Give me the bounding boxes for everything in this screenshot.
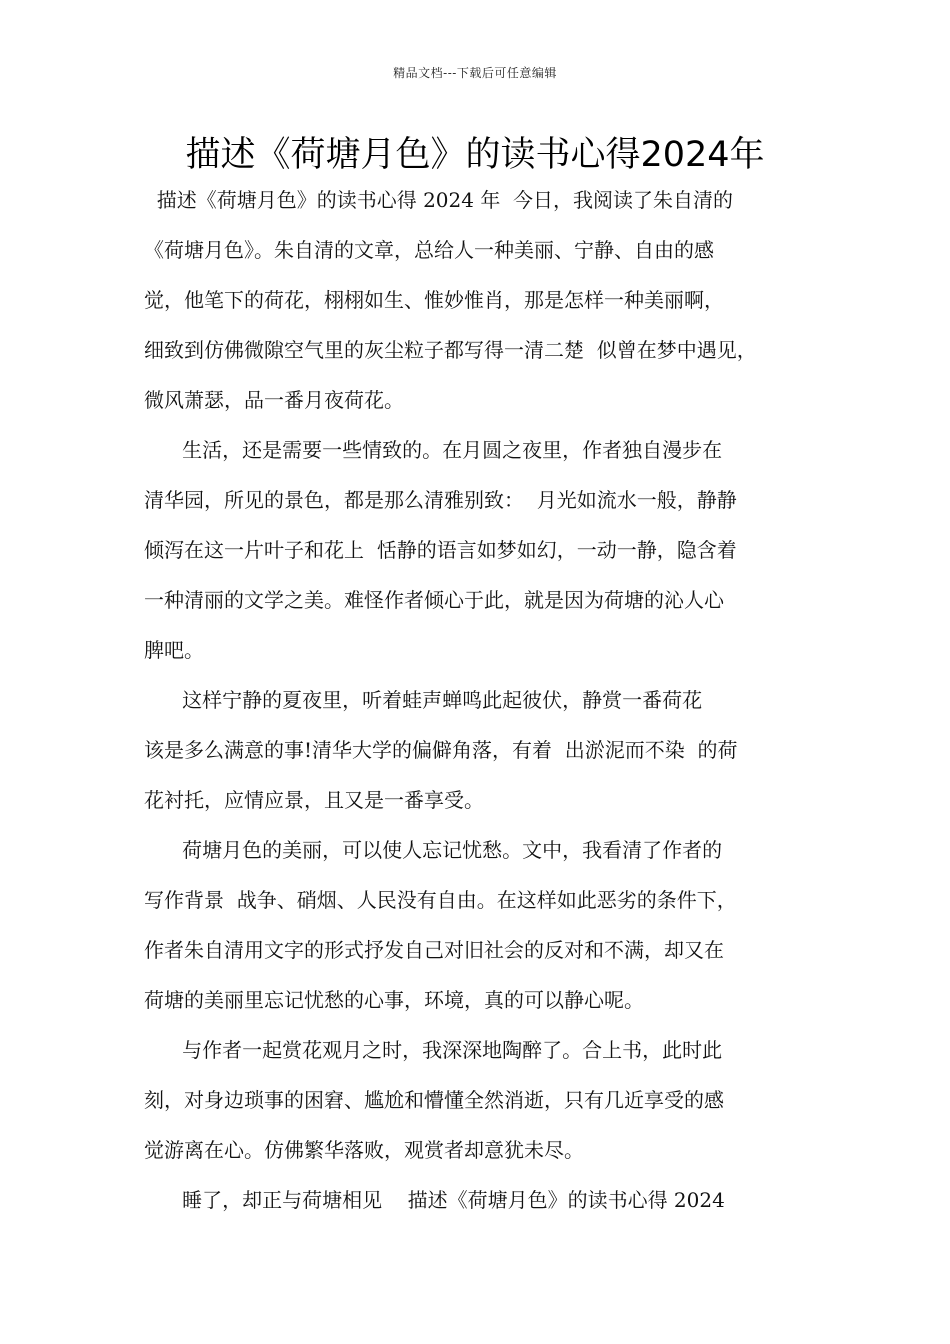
- paragraph-3: [144, 675, 809, 825]
- text-line: 觉游离在心。仿佛繁华落败，观赏者却意犹未尽。: [144, 1138, 584, 1162]
- text-line: 荷塘的美丽里忘记忧愁的心事，环境，真的可以静心呢。: [144, 988, 644, 1012]
- text-line: 《荷塘月色》。朱自清的文章，总给人一种美丽、宁静、自由的感: [144, 238, 714, 262]
- text-line: 微风萧瑟，品一番月夜荷花。: [144, 388, 404, 412]
- text-line: 睡了，却正与荷塘相见 描述《荷塘月色》的读书心得 2024: [144, 1188, 725, 1212]
- paragraph-1: [144, 175, 809, 425]
- document-title: 描述《荷塘月色》的读书心得2024年: [185, 135, 765, 175]
- text-line: 这样宁静的夏夜里，听着蛙声蝉鸣此起彼伏，静赏一番荷花: [144, 688, 703, 712]
- text-line: 描述《荷塘月色》的读书心得 2024 年 今日，我阅读了朱自清的: [144, 188, 734, 212]
- text-line: 脾吧。: [144, 638, 204, 662]
- paragraph-6: [144, 1175, 809, 1225]
- text-line: 生活，还是需要一些情致的。在月圆之夜里，作者独自漫步在: [144, 438, 723, 462]
- text-line: 作者朱自清用文字的形式抒发自己对旧社会的反对和不满，却又在: [144, 938, 724, 962]
- text-line: 与作者一起赏花观月之时，我深深地陶醉了。合上书，此时此: [144, 1038, 723, 1062]
- text-line: 写作背景 战争、硝烟、人民没有自由。在这样如此恶劣的条件下，: [144, 888, 737, 912]
- paragraph-4: [144, 825, 809, 1025]
- text-line: 荷塘月色的美丽，可以使人忘记忧愁。文中，我看清了作者的: [144, 838, 723, 862]
- document-body: [144, 175, 809, 1225]
- text-line: 该是多么满意的事!清华大学的偏僻角落，有着 出淤泥而不染 的荷: [144, 738, 738, 762]
- paragraph-2: [144, 425, 809, 675]
- text-line: 觉，他笔下的荷花，栩栩如生、惟妙惟肖，那是怎样一种美丽啊，: [144, 288, 724, 312]
- text-line: 一种清丽的文学之美。难怪作者倾心于此，就是因为荷塘的沁人心: [144, 588, 724, 612]
- paragraph-5: [144, 1025, 809, 1175]
- text-line: 清华园，所见的景色，都是那么清雅别致： 月光如流水一般，静静: [144, 488, 737, 512]
- text-line: 倾泻在这一片叶子和花上 恬静的语言如梦如幻，一动一静，隐含着: [144, 538, 737, 562]
- text-line: 花衬托，应情应景，且又是一番享受。: [144, 788, 484, 812]
- page-header: 精品文档---下载后可任意编辑: [393, 66, 557, 80]
- text-line: 刻，对身边琐事的困窘、尴尬和懵懂全然消逝，只有几近享受的感: [144, 1088, 724, 1112]
- text-line: 细致到仿佛微隙空气里的灰尘粒子都写得一清二楚 似曾在梦中遇见，: [144, 338, 757, 362]
